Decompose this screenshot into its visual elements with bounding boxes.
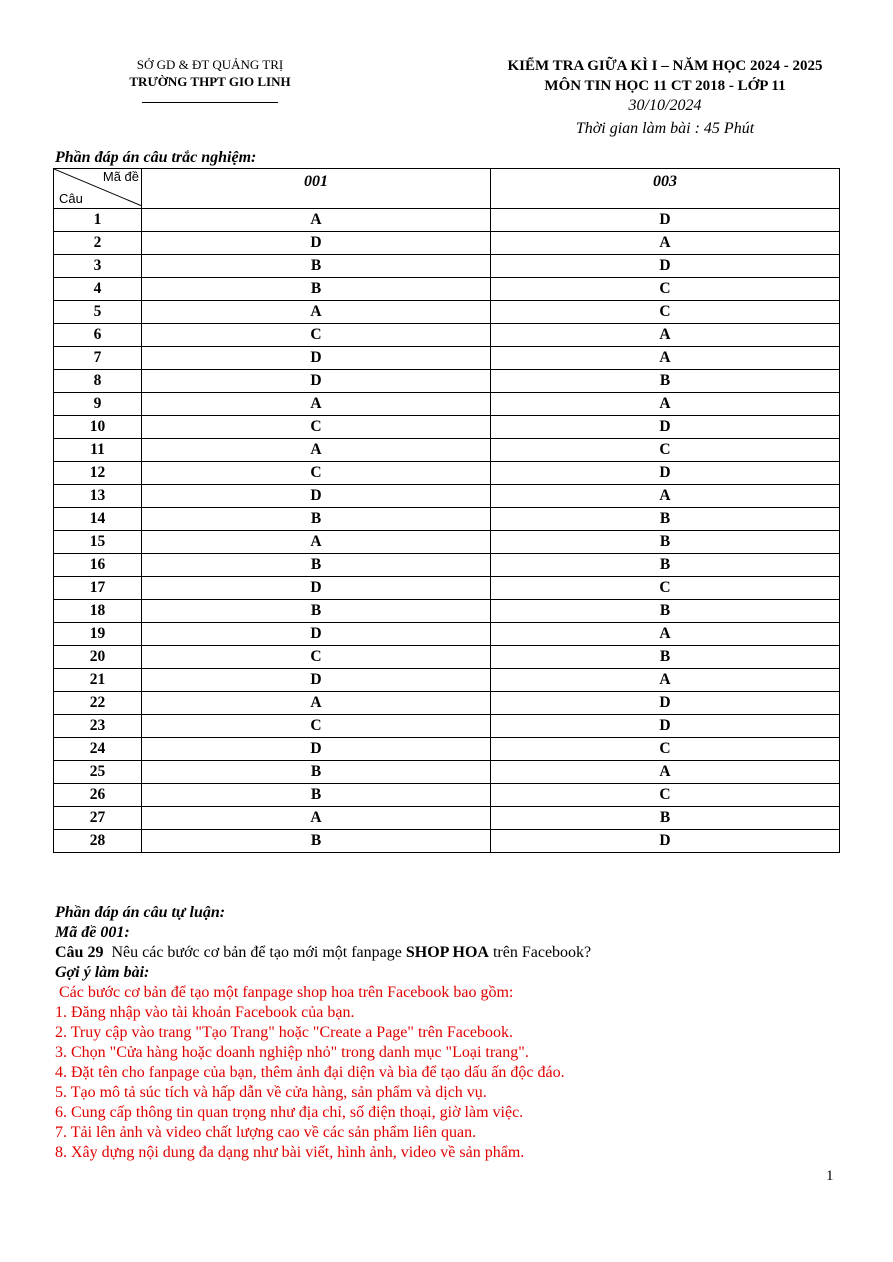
answer-table xyxy=(53,168,840,853)
exam-subject: MÔN TIN HỌC 11 CT 2018 - LỚP 11 xyxy=(544,78,786,94)
answer-row xyxy=(54,692,840,715)
answer-row xyxy=(54,738,840,761)
answer-row xyxy=(54,370,840,393)
answer-cell-001: D xyxy=(142,623,491,646)
answer-row xyxy=(54,278,840,301)
question-number-cell: 22 xyxy=(54,692,142,715)
answer-row xyxy=(54,646,840,669)
answer-cell-001: A xyxy=(142,209,491,232)
school-name: TRƯỜNG THPT GIO LINH xyxy=(129,74,291,89)
question-number-cell: 1 xyxy=(54,209,142,232)
answer-cell-001: D xyxy=(142,577,491,600)
answer-cell-001: D xyxy=(142,485,491,508)
question-number-cell: 14 xyxy=(54,508,142,531)
answer-row xyxy=(54,462,840,485)
answer-row xyxy=(54,531,840,554)
answer-row xyxy=(54,324,840,347)
department-name: SỞ GD & ĐT QUẢNG TRỊ xyxy=(136,57,284,72)
answer-cell-003: B xyxy=(491,646,840,669)
answer-cell-003: B xyxy=(491,600,840,623)
answer-cell-001: B xyxy=(142,278,491,301)
question-number-cell: 17 xyxy=(54,577,142,600)
table-corner-cell xyxy=(54,169,142,209)
answer-row xyxy=(54,761,840,784)
question-number-cell: 10 xyxy=(54,416,142,439)
answer-cell-001: D xyxy=(142,669,491,692)
answer-step: 8. Xây dựng nội dung đa dạng như bài viết, hình ảnh, video về sản phẩm. xyxy=(55,1144,525,1161)
answer-cell-001: A xyxy=(142,807,491,830)
answer-intro: Các bước cơ bản để tạo một fanpage shop hoa trên Facebook bao gồm: xyxy=(59,984,514,1001)
answer-cell-003: D xyxy=(491,692,840,715)
question-number-cell: 3 xyxy=(54,255,142,278)
question-number-cell: 18 xyxy=(54,600,142,623)
question-number-cell: 25 xyxy=(54,761,142,784)
answer-cell-003: C xyxy=(491,577,840,600)
answer-row xyxy=(54,807,840,830)
answer-step: 2. Truy cập vào trang "Tạo Trang" hoặc "Create a Page" trên Facebook. xyxy=(55,1024,514,1041)
answer-cell-003: B xyxy=(491,554,840,577)
question-number-cell: 20 xyxy=(54,646,142,669)
answer-cell-003: D xyxy=(491,715,840,738)
code-header-001: 001 xyxy=(142,169,491,209)
essay-code-label: Mã đề 001: xyxy=(55,924,130,941)
answer-cell-001: B xyxy=(142,508,491,531)
question-number-cell: 5 xyxy=(54,301,142,324)
answer-cell-003: C xyxy=(491,784,840,807)
answer-row xyxy=(54,485,840,508)
question-text-bold: SHOP HOA xyxy=(405,944,489,961)
answer-table-body xyxy=(54,209,840,853)
answer-row xyxy=(54,232,840,255)
question-number-cell: 26 xyxy=(54,784,142,807)
answer-row xyxy=(54,301,840,324)
answer-row xyxy=(54,439,840,462)
answer-row xyxy=(54,393,840,416)
question-number-cell: 24 xyxy=(54,738,142,761)
answer-row xyxy=(54,416,840,439)
answer-cell-001: C xyxy=(142,646,491,669)
answer-cell-003: B xyxy=(491,370,840,393)
answer-cell-003: A xyxy=(491,347,840,370)
answer-cell-003: D xyxy=(491,255,840,278)
answer-cell-001: D xyxy=(142,347,491,370)
answer-cell-003: C xyxy=(491,439,840,462)
answer-cell-003: B xyxy=(491,531,840,554)
answer-cell-001: D xyxy=(142,738,491,761)
hint-label: Gợi ý làm bài: xyxy=(55,964,150,981)
question-number-cell: 13 xyxy=(54,485,142,508)
question-number-cell: 9 xyxy=(54,393,142,416)
answer-table-header xyxy=(54,169,840,209)
answer-cell-003: A xyxy=(491,761,840,784)
answer-row xyxy=(54,577,840,600)
answer-cell-001: C xyxy=(142,715,491,738)
answer-step: 1. Đăng nhập vào tài khoản Facebook của bạn. xyxy=(55,1004,355,1021)
answer-row xyxy=(54,623,840,646)
answer-cell-003: B xyxy=(491,807,840,830)
question-number-cell: 28 xyxy=(54,830,142,853)
answer-cell-001: B xyxy=(142,830,491,853)
mc-section-title: Phần đáp án câu trắc nghiệm: xyxy=(55,149,257,166)
essay-section xyxy=(55,903,855,1163)
page-number: 1 xyxy=(826,1168,834,1184)
answer-cell-003: A xyxy=(491,485,840,508)
question-number-cell: 21 xyxy=(54,669,142,692)
question-number-cell: 19 xyxy=(54,623,142,646)
answer-cell-001: A xyxy=(142,692,491,715)
answer-cell-003: A xyxy=(491,232,840,255)
answer-step: 4. Đặt tên cho fanpage của bạn, thêm ảnh đại diện và bìa để tạo dấu ấn độc đáo. xyxy=(55,1064,565,1081)
answer-row xyxy=(54,600,840,623)
answer-cell-003: B xyxy=(491,508,840,531)
answer-row xyxy=(54,508,840,531)
answer-step: 3. Chọn "Cửa hàng hoặc doanh nghiệp nhỏ" trong danh mục "Loại trang". xyxy=(55,1044,529,1061)
question-number-cell: 6 xyxy=(54,324,142,347)
corner-label-code: Mã đề xyxy=(102,169,139,184)
answer-cell-003: C xyxy=(491,738,840,761)
answer-row xyxy=(54,554,840,577)
answer-cell-001: B xyxy=(142,554,491,577)
question-number-cell: 27 xyxy=(54,807,142,830)
answer-cell-003: D xyxy=(491,209,840,232)
answer-cell-001: D xyxy=(142,232,491,255)
answer-cell-003: D xyxy=(491,416,840,439)
header-divider xyxy=(142,102,278,103)
answer-cell-001: B xyxy=(142,784,491,807)
question-number-cell: 12 xyxy=(54,462,142,485)
answer-cell-001: C xyxy=(142,416,491,439)
exam-date: 30/10/2024 xyxy=(628,97,702,114)
answer-step: 5. Tạo mô tả súc tích và hấp dẫn về cửa hàng, sản phẩm và dịch vụ. xyxy=(55,1084,487,1101)
exam-duration: Thời gian làm bài : 45 Phút xyxy=(575,120,755,137)
answer-row xyxy=(54,255,840,278)
answer-cell-001: B xyxy=(142,255,491,278)
question-number-cell: 23 xyxy=(54,715,142,738)
answer-row xyxy=(54,715,840,738)
answer-row xyxy=(54,830,840,853)
answer-cell-001: A xyxy=(142,531,491,554)
answer-cell-001: C xyxy=(142,324,491,347)
answer-cell-001: B xyxy=(142,600,491,623)
answer-cell-003: C xyxy=(491,301,840,324)
answer-row xyxy=(54,347,840,370)
answer-step: 7. Tải lên ảnh và video chất lượng cao về các sản phẩm liên quan. xyxy=(55,1124,477,1141)
corner-label-question: Câu xyxy=(59,191,83,206)
question-number-cell: 7 xyxy=(54,347,142,370)
question-number-cell: 11 xyxy=(54,439,142,462)
answer-cell-001: D xyxy=(142,370,491,393)
answer-cell-003: A xyxy=(491,669,840,692)
answer-cell-001: A xyxy=(142,393,491,416)
question-number-cell: 15 xyxy=(54,531,142,554)
answer-cell-001: A xyxy=(142,301,491,324)
answer-cell-003: A xyxy=(491,324,840,347)
answer-cell-001: C xyxy=(142,462,491,485)
question-number-cell: 2 xyxy=(54,232,142,255)
answer-cell-003: D xyxy=(491,830,840,853)
question-number: Câu 29 xyxy=(55,944,104,961)
question-text-post: trên Facebook? xyxy=(488,944,592,961)
question-text-pre: Nêu các bước cơ bản để tạo mới một fanpage xyxy=(111,944,406,961)
answer-cell-003: C xyxy=(491,278,840,301)
header-left xyxy=(100,56,320,103)
question-number-cell: 4 xyxy=(54,278,142,301)
answer-cell-003: D xyxy=(491,462,840,485)
answer-cell-003: A xyxy=(491,623,840,646)
answer-step: 6. Cung cấp thông tin quan trọng như địa chỉ, số điện thoại, giờ làm việc. xyxy=(55,1104,524,1121)
answer-row xyxy=(54,669,840,692)
answer-row xyxy=(54,784,840,807)
answer-row xyxy=(54,209,840,232)
essay-question xyxy=(55,943,855,963)
header-right xyxy=(400,56,893,139)
code-header-003: 003 xyxy=(491,169,840,209)
essay-section-title: Phần đáp án câu tự luận: xyxy=(55,904,226,921)
question-number-cell: 8 xyxy=(54,370,142,393)
answer-cell-001: A xyxy=(142,439,491,462)
exam-title: KIỂM TRA GIỮA KÌ I – NĂM HỌC 2024 - 2025 xyxy=(507,58,823,74)
answer-cell-001: B xyxy=(142,761,491,784)
answer-cell-003: A xyxy=(491,393,840,416)
question-number-cell: 16 xyxy=(54,554,142,577)
